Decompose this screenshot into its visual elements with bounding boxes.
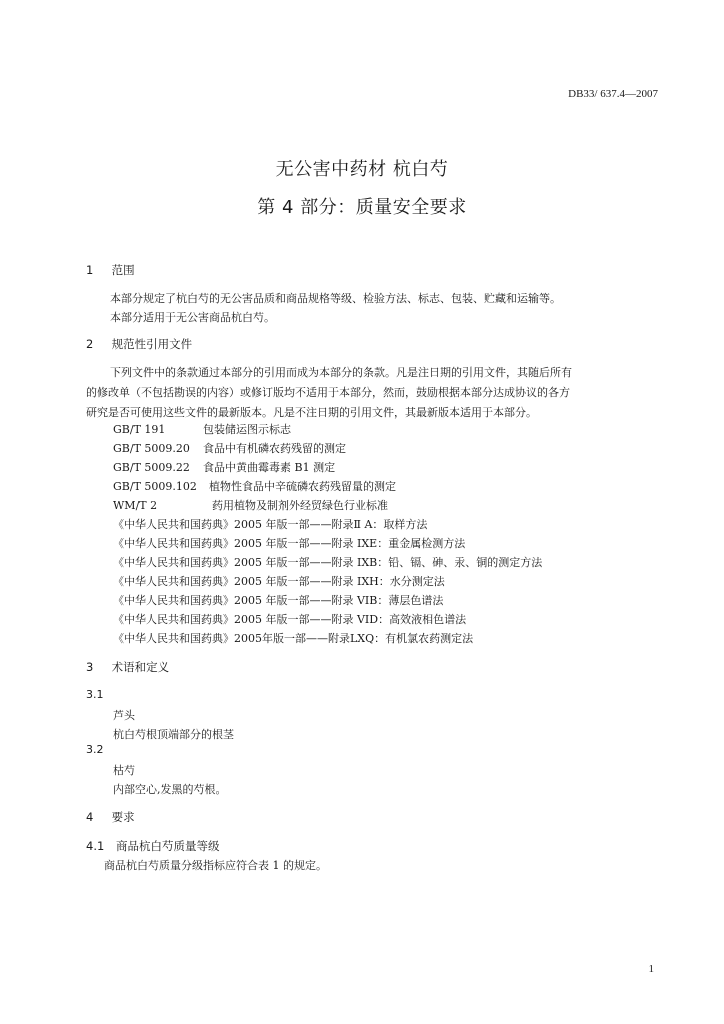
scope-paragraph-1: 本部分规定了杭白芍的无公害品质和商品规格等级、检验方法、标志、包装、贮藏和运输等。 <box>110 292 561 305</box>
references-paragraph-line-2: 的修改单（不包括勘误的内容）或修订版均不适用于本部分，然而，鼓励根据本部分达成协议的各方 <box>86 386 570 399</box>
reference-item <box>113 478 396 494</box>
page-number: 1 <box>648 963 654 975</box>
document-subtitle: 第 4 部分：质量安全要求 <box>257 197 467 218</box>
subsection-number: 4.1 <box>86 839 105 853</box>
term-number: 3.1 <box>86 688 104 701</box>
pharmacopoeia-reference: 《中华人民共和国药典》2005 年版一部——附录 IXB：铅、镉、砷、汞、铜的测定方法 <box>113 556 543 569</box>
section-number: 2 <box>86 337 94 351</box>
document-title: 无公害中药材 杭白芍 <box>275 159 449 180</box>
pharmacopoeia-reference: 《中华人民共和国药典》2005 年版一部——附录 IXE：重金属检测方法 <box>113 537 466 550</box>
reference-name: 药用植物及制剂外经贸绿色行业标准 <box>212 499 388 512</box>
pharmacopoeia-reference: 《中华人民共和国药典》2005 年版一部——附录 VID：高效液相色谱法 <box>113 613 467 626</box>
reference-item <box>113 421 291 437</box>
section-title: 术语和定义 <box>111 660 170 674</box>
section-number: 1 <box>86 263 94 277</box>
section-3-heading <box>86 659 169 675</box>
reference-code: GB/T 191 <box>113 423 166 436</box>
subsection-4-1-heading <box>86 838 219 854</box>
term-number: 3.2 <box>86 743 104 756</box>
document-code: DB33/ 637.4—2007 <box>568 88 658 100</box>
section-number: 3 <box>86 660 94 674</box>
reference-code: GB/T 5009.20 <box>113 442 190 455</box>
section-title: 范围 <box>111 263 135 277</box>
section-1-heading <box>86 262 135 278</box>
section-4-heading <box>86 809 135 825</box>
term-name: 枯芍 <box>113 764 135 777</box>
section-2-heading <box>86 336 192 352</box>
section-title: 规范性引用文件 <box>111 337 193 351</box>
section-number: 4 <box>86 810 94 824</box>
reference-name: 食品中黄曲霉毒素 B1 测定 <box>203 461 336 474</box>
term-definition: 杭白芍根顶端部分的根茎 <box>113 728 234 741</box>
reference-name: 包装储运图示标志 <box>203 423 291 436</box>
references-paragraph-line-1: 下列文件中的条款通过本部分的引用而成为本部分的条款。凡是注日期的引用文件，其随后所有 <box>110 366 572 379</box>
reference-code: GB/T 5009.102 <box>113 480 197 493</box>
term-definition: 内部空心,发黑的芍根。 <box>113 783 227 796</box>
subsection-title: 商品杭白芍质量等级 <box>115 839 220 853</box>
reference-item <box>113 440 346 456</box>
term-name: 芦头 <box>113 709 135 722</box>
reference-code: GB/T 5009.22 <box>113 461 190 474</box>
pharmacopoeia-reference: 《中华人民共和国药典》2005 年版一部——附录Ⅱ A：取样方法 <box>113 518 428 531</box>
pharmacopoeia-reference: 《中华人民共和国药典》2005 年版一部——附录 IXH：水分测定法 <box>113 575 445 588</box>
reference-name: 食品中有机磷农药残留的测定 <box>203 442 346 455</box>
reference-item <box>113 459 335 475</box>
reference-code: WM/T 2 <box>113 499 158 512</box>
reference-name: 植物性食品中辛硫磷农药残留量的测定 <box>209 480 396 493</box>
pharmacopoeia-reference: 《中华人民共和国药典》2005年版一部——附录LXQ：有机氯农药测定法 <box>113 632 474 645</box>
reference-item <box>113 497 388 513</box>
quality-grade-paragraph: 商品杭白芍质量分级指标应符合表 1 的规定。 <box>104 859 327 872</box>
section-title: 要求 <box>111 810 135 824</box>
pharmacopoeia-reference: 《中华人民共和国药典》2005 年版一部——附录 VIB：薄层色谱法 <box>113 594 444 607</box>
scope-paragraph-2: 本部分适用于无公害商品杭白芍。 <box>110 311 275 324</box>
references-paragraph-line-3: 研究是否可使用这些文件的最新版本。凡是不注日期的引用文件，其最新版本适用于本部分。 <box>86 406 537 419</box>
